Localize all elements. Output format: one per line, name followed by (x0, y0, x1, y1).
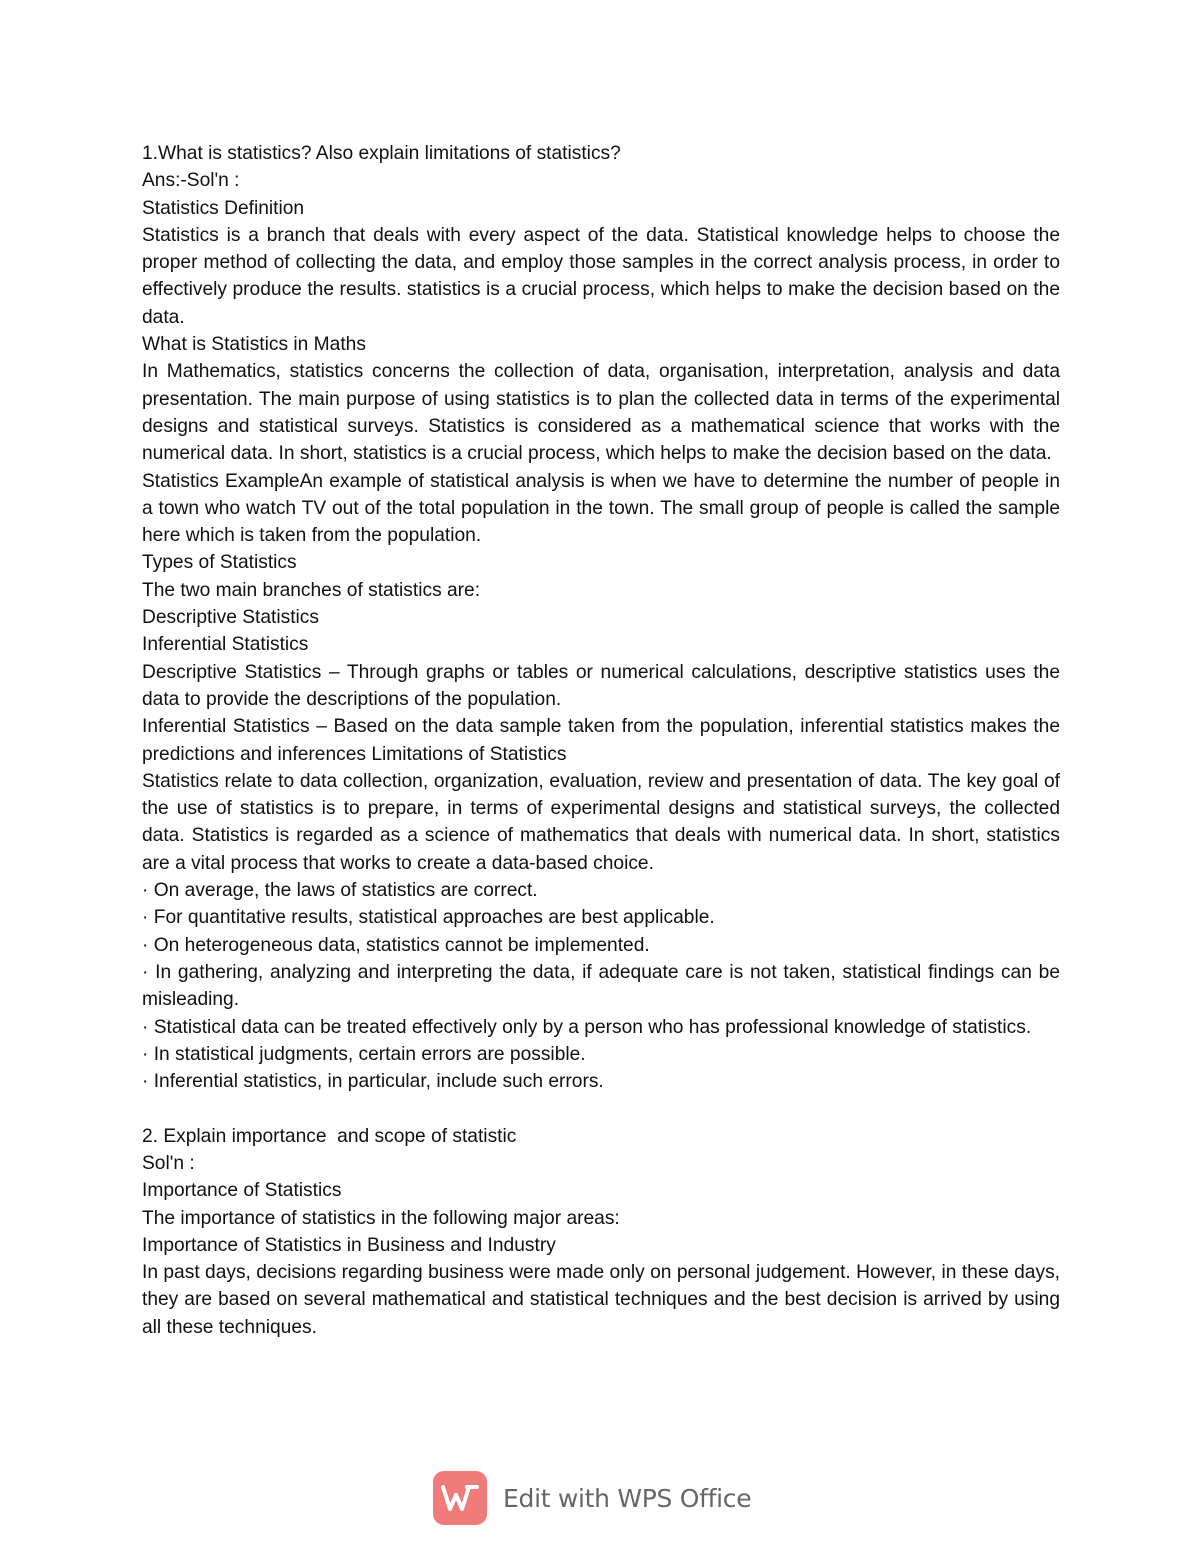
paragraph: Statistics ExampleAn example of statistical analysis is when we have to determine the number of people in a town who watch TV out of the total population in the town. The small group of people is called the sample here which is taken from the population. (142, 470, 1060, 547)
question-1-heading: 1.What is statistics? Also explain limitations of statistics? (142, 143, 621, 164)
bullet-item: · For quantitative results, statistical approaches are best applicable. (142, 907, 715, 929)
bullet-item: · On heterogeneous data, statistics cannot be implemented. (142, 934, 650, 956)
paragraph: In past days, decisions regarding business were made only on personal judgement. However, in these days, they are based on several mathematical and statistical techniques and the best decision is arrived by using all these techniques. (142, 1262, 1060, 1338)
section-heading: Importance of Statistics (142, 1180, 342, 1202)
list-item: Inferential Statistics (142, 634, 309, 656)
section-heading: Statistics Definition (142, 197, 305, 219)
paragraph: The importance of statistics in the following major areas: (142, 1207, 620, 1229)
paragraph: The two main branches of statistics are: (142, 579, 481, 601)
bullet-item: · Inferential statistics, in particular, include such errors. (142, 1071, 604, 1093)
bullet-item: · On average, the laws of statistics are correct. (142, 880, 538, 902)
wps-office-watermark[interactable] (433, 1470, 751, 1526)
wps-w-mark (441, 1483, 479, 1513)
question-2-heading: 2. Explain importance and scope of statistic (142, 1125, 517, 1147)
wps-office-logo-icon (433, 1471, 487, 1525)
section-heading: What is Statistics in Maths (142, 334, 366, 356)
wps-office-label: Edit with WPS Office (503, 1483, 752, 1513)
section-heading: Types of Statistics (142, 552, 297, 574)
bullet-item: · In statistical judgments, certain errors are possible. (142, 1043, 586, 1065)
section-heading: Importance of Statistics in Business and Industry (142, 1234, 556, 1256)
document-body (142, 140, 1060, 1341)
bullet-item: · In gathering, analyzing and interpreting the data, if adequate care is not taken, statistical findings can be misleading. (142, 961, 1060, 1011)
blank-line (142, 1095, 1060, 1122)
paragraph: Statistics is a branch that deals with every aspect of the data. Statistical knowledge helps to choose the proper method of collecting the data, and employ those samples in the correct analysis process, in order to effectively produce the results. statistics is a crucial process, which helps to make the decision based on the data. (142, 224, 1060, 328)
paragraph: Descriptive Statistics – Through graphs or tables or numerical calculations, descriptive statistics uses the data to provide the descriptions of the population. (142, 661, 1060, 710)
list-item: Descriptive Statistics (142, 607, 319, 629)
paragraph: In Mathematics, statistics concerns the collection of data, organisation, interpretation, analysis and data presentation. The main purpose of using statistics is to plan the collected data in terms of the experimental designs and statistical surveys. Statistics is considered as a mathematical science that works with the numerical data. In short, statistics is a crucial process, which helps to make the decision based on the data. (142, 361, 1060, 465)
answer-label: Sol'n : (142, 1152, 195, 1174)
paragraph: Inferential Statistics – Based on the data sample taken from the population, inferential statistics makes the predictions and inferences Limitations of Statistics (142, 716, 1060, 765)
answer-label: Ans:-Sol'n : (142, 170, 240, 192)
bullet-item: · Statistical data can be treated effectively only by a person who has professional knowledge of statistics. (142, 1016, 1032, 1038)
paragraph: Statistics relate to data collection, organization, evaluation, review and presentation of data. The key goal of the use of statistics is to prepare, in terms of experimental designs and statistical surveys, the collected data. Statistics is regarded as a science of mathematics that deals with numerical data. In short, statistics are a vital process that works to create a data-based choice. (142, 770, 1060, 874)
